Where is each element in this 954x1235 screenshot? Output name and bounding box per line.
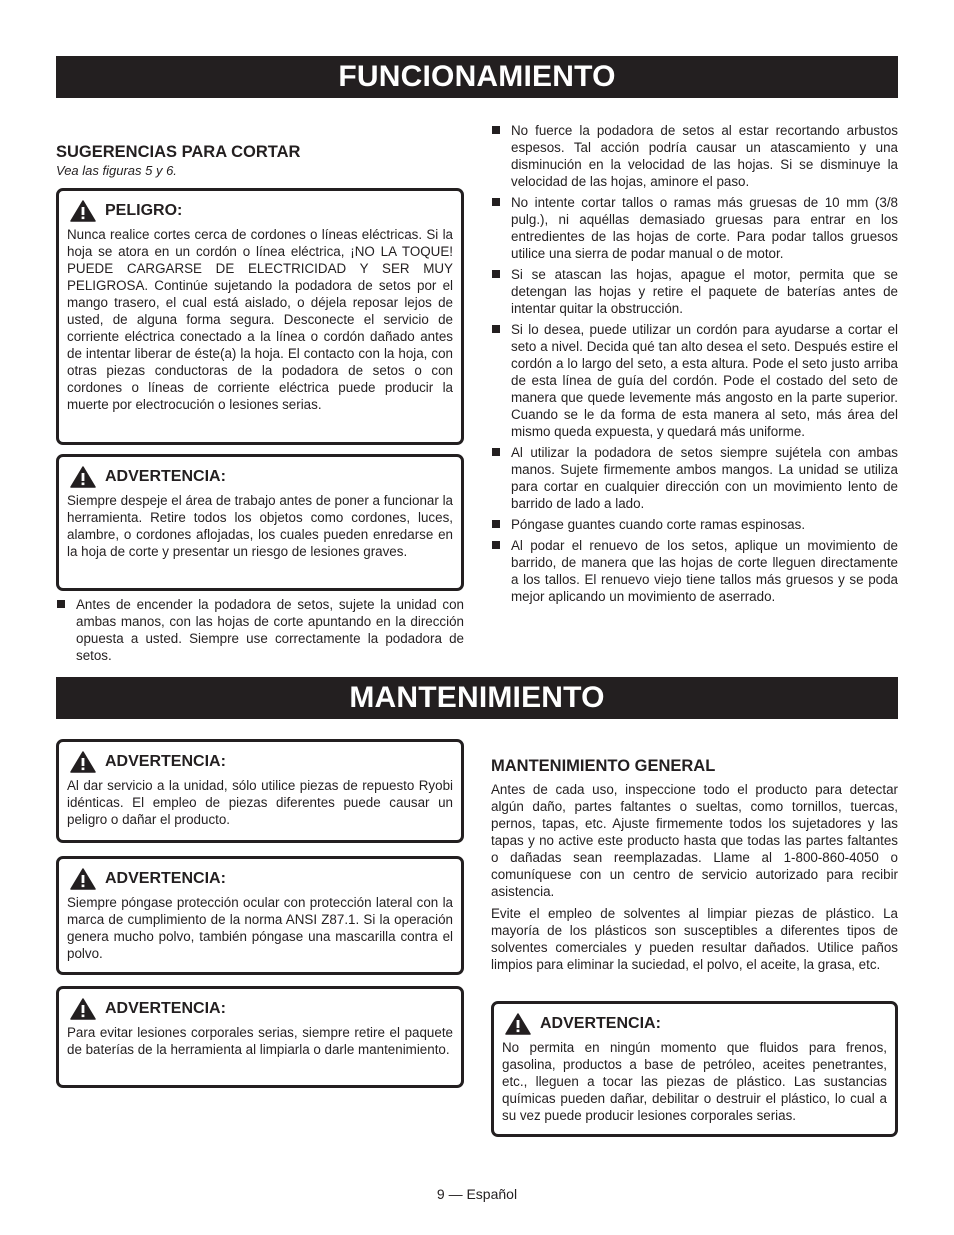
list-item: Antes de encender la podadora de setos, sujete la unidad con ambas manos, con las hojas de corte apuntando en la dirección opuesta a usted. Siempre use correctamente la podadora de setos.	[56, 596, 464, 664]
warning-text: Para evitar lesiones corporales serias, siempre retire el paquete de baterías de la herramienta al limpiarla o darle mantenimiento.	[67, 1025, 453, 1057]
paragraph: Evite el empleo de solventes al limpiar piezas de plástico. La mayoría de los plásticos son susceptibles a diferentes tipos de solventes comerciales y pueden resultar dañados. Utilice paños limpios para eliminar la suciedad, el polvo, el aceite, la grasa, etc.	[491, 906, 898, 972]
advertencia-title: ADVERTENCIA:	[105, 468, 226, 485]
list-item: Al utilizar la podadora de setos siempre sujétela con ambas manos. Sujete firmemente ambos mangos. La unidad se utiliza para cortar en cualquier dirección con un movimiento lento de barrido de lado a lado.	[491, 444, 898, 512]
warning-triangle-icon	[70, 466, 96, 488]
section-banner-mantenimiento: MANTENIMIENTO	[56, 677, 898, 719]
warning-text: No permita en ningún momento que fluidos para frenos, gasolina, productos a base de petróleo, aceites penetrantes, etc., lleguen a tocar las piezas de plástico. Las sustancias químicas pueden dañar, debilitar o destruir el plástico, lo cual a su vez puede producir lesiones corporales serias.	[502, 1040, 887, 1123]
list-item: Si lo desea, puede utilizar un cordón para ayudarse a cortar el seto a nivel. Decida qué tan alto desea el seto. Después estire el cordón a lo largo del seto, a esta altura. Pode el seto justo arriba de esta línea de guía del cordón. Pode el costado del seto de manera que quede levemente más angosto en la parte superior. Cuando se le da forma de esta manera al seto, más área del mismo queda expuesta, y quedará más uniforme.	[491, 321, 898, 440]
peligro-header	[70, 200, 453, 222]
mantenimiento-general-block	[491, 757, 898, 978]
warning-title: ADVERTENCIA:	[540, 1015, 661, 1032]
paragraph: Antes de cada uso, inspeccione todo el producto para detectar algún daño, partes faltantes o sueltas, como tornillos, tuercas, pernos, tapas, etc. Ajuste firmemente todos los sujetadores y las tapas y no active este producto hasta que todas las partes faltantes o dañadas sean reemplazadas. Llame al 1-800-860-4050 o comuníquese con un centro de servicio autorizado para recibir asistencia.	[491, 782, 898, 899]
advertencia-text: Siempre despeje el área de trabajo antes de poner a funcionar la herramienta. Retire todos los objetos como cordones, luces, alambre, o cordones aflojadas, los cuales pueden enredarse en la hoja de corte y presentar un riesgo de lesiones graves.	[67, 493, 453, 559]
advertencia-header	[70, 466, 453, 488]
list-item: Póngase guantes cuando corte ramas espinosas.	[491, 516, 898, 533]
cortar-heading-block	[56, 143, 464, 178]
warning-header	[70, 868, 453, 890]
warning-triangle-icon	[70, 751, 96, 773]
warning-triangle-icon	[505, 1013, 531, 1035]
warning-triangle-icon	[70, 200, 96, 222]
advertencia-box	[56, 454, 464, 591]
right-bullet-list	[491, 122, 898, 609]
section-banner-funcionamiento: FUNCIONAMIENTO	[56, 56, 898, 98]
list-item: No intente cortar tallos o ramas más gruesas de 10 mm (3/8 pulg.), ni aquéllas demasiado gruesas para entrar en los entredientes de las hojas de corte. Para podar tallos gruesos utilice una sierra de podar manual o de motor.	[491, 194, 898, 262]
section-heading: MANTENIMIENTO GENERAL	[491, 757, 716, 775]
warning-box-baterias	[56, 986, 464, 1088]
warning-box-proteccion	[56, 856, 464, 975]
warning-triangle-icon	[70, 998, 96, 1020]
left-bullet-list	[56, 596, 464, 668]
list-item: No fuerce la podadora de setos al estar recortando arbustos espesos. Tal acción podría causar un atascamiento y una disminución en la velocidad de las hojas. Si se disminuye la velocidad de las hojas, aminore el paso.	[491, 122, 898, 190]
warning-box-repuestos	[56, 739, 464, 843]
warning-title: ADVERTENCIA:	[105, 1000, 226, 1017]
warning-header	[70, 751, 453, 773]
peligro-text: Nunca realice cortes cerca de cordones o líneas eléctricas. Si la hoja se atora en un cordón o línea eléctrica, ¡NO LA TOQUE! PUEDE CARGARSE DE ELECTRICIDAD Y SER MUY PELIGROSA. Continúe sujetando la podadora de setos por el mango trasero, el cual está aislado, o déjela reposar lejos de usted, de alguna forma segura. Desconecte el servicio de corriente eléctrica conectado a la línea o cordón dañado antes de intentar liberar de éste(a) la hoja. El contacto con la hoja, con otras piezas conductoras de la podadora de setos o con cordones o líneas de corriente eléctrica puede producir la muerte por electrocución o lesiones serias.	[67, 227, 453, 412]
peligro-box	[56, 188, 464, 445]
warning-header	[70, 998, 453, 1020]
figure-caption: Vea las figuras 5 y 6.	[56, 163, 177, 178]
warning-title: ADVERTENCIA:	[105, 753, 226, 770]
peligro-title: PELIGRO:	[105, 202, 183, 219]
page-footer: 9 — Español	[436, 1186, 518, 1202]
warning-box-fluidos	[491, 1001, 898, 1137]
warning-title: ADVERTENCIA:	[105, 870, 226, 887]
warning-header	[505, 1013, 887, 1035]
warning-triangle-icon	[70, 868, 96, 890]
warning-text: Al dar servicio a la unidad, sólo utilice piezas de repuesto Ryobi idénticas. El empleo de piezas diferentes puede causar un peligro o dañar el producto.	[67, 778, 453, 827]
list-item: Si se atascan las hojas, apague el motor, permita que se detengan las hojas y retire el paquete de baterías antes de intentar quitar la obstrucción.	[491, 266, 898, 317]
warning-text: Siempre póngase protección ocular con protección lateral con la marca de cumplimiento de la norma ANSI Z87.1. Si la operación genera mucho polvo, también póngase una mascarilla contra el polvo.	[67, 895, 453, 961]
list-item: Al podar el renuevo de los setos, aplique un movimiento de barrido, de manera que las hojas de corte lleguen directamente a los tallos. El renuevo viejo tiene tallos más gruesos y se poda mejor aplicando un movimiento de aserrado.	[491, 537, 898, 605]
section-heading: SUGERENCIAS PARA CORTAR	[56, 143, 301, 161]
